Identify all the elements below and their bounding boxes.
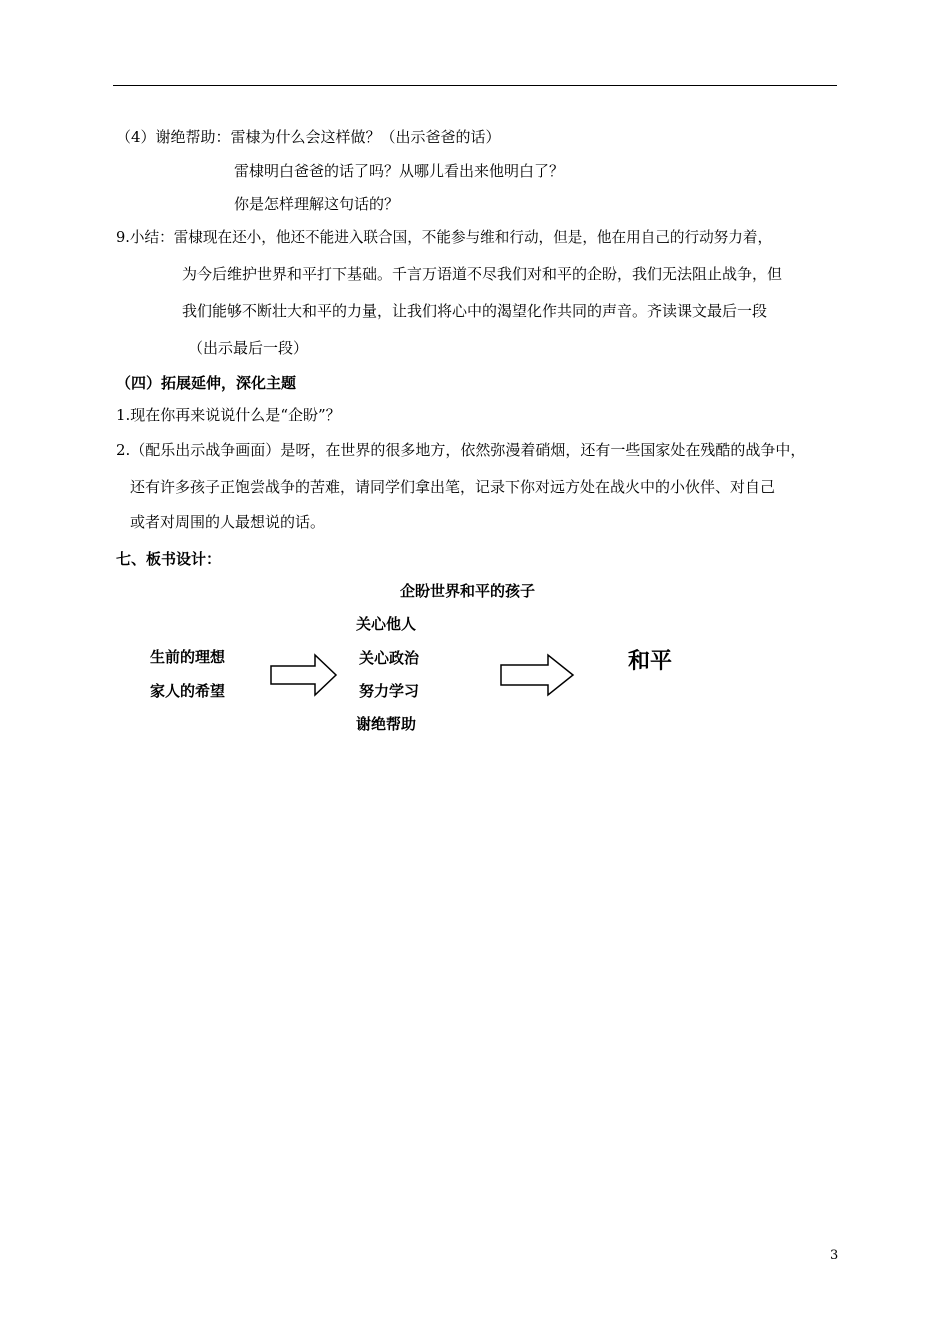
text-line: 你是怎样理解这句话的？ bbox=[234, 195, 400, 213]
text-line: （4）谢绝帮助：雷棣为什么会这样做？（出示爸爸的话） bbox=[116, 128, 501, 146]
board-title: 企盼世界和平的孩子 bbox=[400, 582, 536, 600]
text-line: 2.（配乐出示战争画面）是呀，在世界的很多地方，依然弥漫着硝烟，还有一些国家处在残酷的战争中， bbox=[116, 441, 806, 459]
header-rule bbox=[113, 85, 837, 86]
board-middle-item: 谢绝帮助 bbox=[356, 715, 417, 733]
text-line: 还有许多孩子正饱尝战争的苦难，请同学们拿出笔，记录下你对远方处在战火中的小伙伴、对自己 bbox=[130, 478, 776, 496]
text-line: 雷棣明白爸爸的话了吗？从哪儿看出来他明白了？ bbox=[234, 162, 565, 180]
board-middle-item: 努力学习 bbox=[359, 682, 420, 700]
board-left-item: 家人的希望 bbox=[150, 682, 226, 700]
board-result: 和平 bbox=[628, 649, 673, 674]
section-heading: （四）拓展延伸，深化主题 bbox=[116, 374, 297, 392]
text-line: 1.现在你再来说说什么是“企盼”？ bbox=[116, 406, 341, 424]
text-line: 或者对周围的人最想说的话。 bbox=[130, 513, 326, 531]
right-arrow-icon bbox=[498, 652, 578, 698]
text-line: 为今后维护世界和平打下基础。千言万语道不尽我们对和平的企盼，我们无法阻止战争，但 bbox=[182, 265, 783, 283]
board-middle-item: 关心政治 bbox=[359, 649, 420, 667]
board-middle-item: 关心他人 bbox=[356, 615, 417, 633]
right-arrow-icon bbox=[268, 652, 340, 698]
page-number: 3 bbox=[830, 1248, 839, 1263]
text-line: 我们能够不断壮大和平的力量，让我们将心中的渴望化作共同的声音。齐读课文最后一段 bbox=[182, 302, 768, 320]
board-left-item: 生前的理想 bbox=[150, 648, 226, 666]
text-line: （出示最后一段） bbox=[188, 339, 309, 357]
section-heading: 七、板书设计： bbox=[116, 550, 222, 568]
text-line: 9.小结：雷棣现在还小，他还不能进入联合国，不能参与维和行动，但是，他在用自己的行动努力着， bbox=[116, 229, 773, 246]
